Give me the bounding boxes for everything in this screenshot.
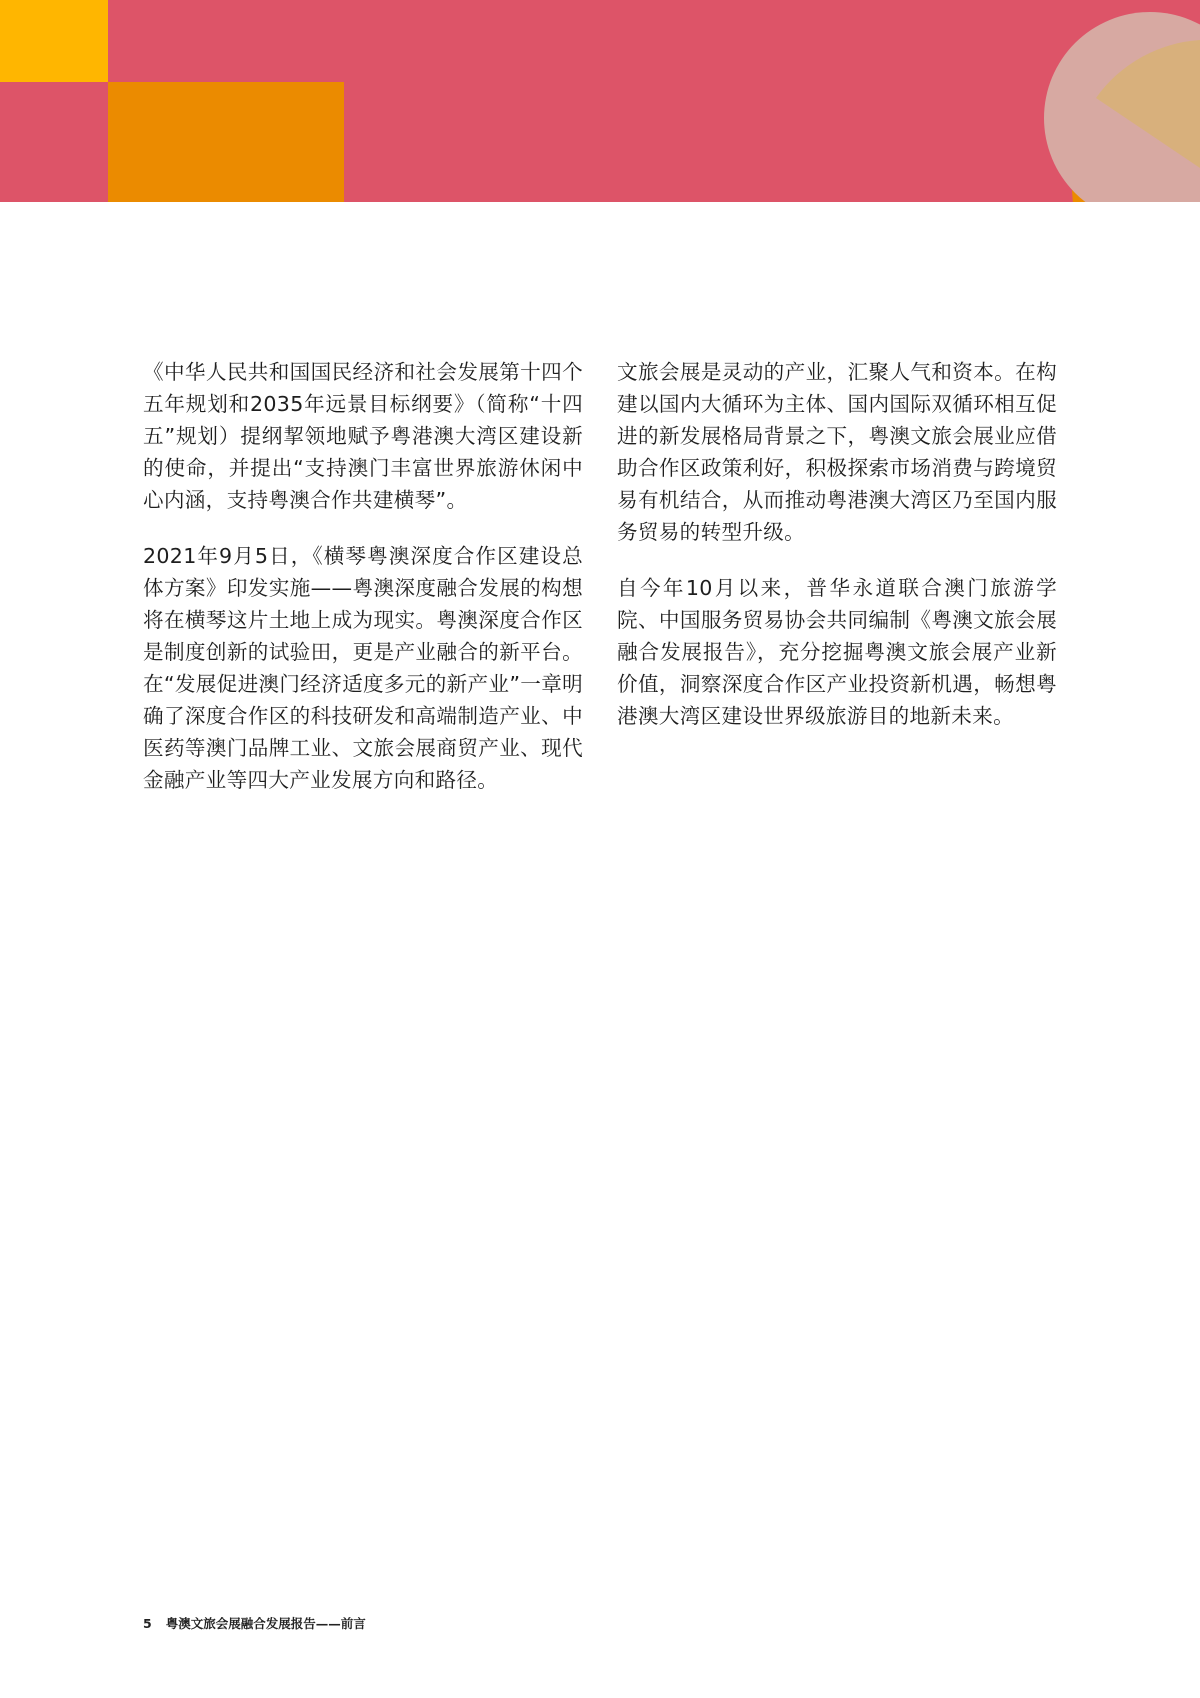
banner-yellow-block [0, 0, 108, 82]
header-banner [0, 0, 1200, 202]
paragraph: 文旅会展是灵动的产业，汇聚人气和资本。在构建以国内大循环为主体、国内国际双循环相互促进的新发展格局背景之下，粤澳文旅会展业应借助合作区政策利好，积极探索市场消费与跨境贸易有机结合，从而推动粤港澳大湾区乃至国内服务贸易的转型升级。 [617, 360, 1057, 544]
banner-graphic [0, 0, 1200, 202]
footer-title: 粤澳文旅会展融合发展报告——前言 [165, 1616, 366, 1631]
page-number: 5 [143, 1615, 152, 1631]
paragraph: 《中华人民共和国国民经济和社会发展第十四个五年规划和2035年远景目标纲要》（简称“十四五”规划）提纲挈领地赋予粤港澳大湾区建设新的使命，并提出“支持澳门丰富世界旅游休闲中心内涵，支持粤澳合作共建横琴”。 [143, 360, 583, 512]
paragraph: 2021年9月5日，《横琴粤澳深度合作区建设总体方案》印发实施——粤澳深度融合发展的构想将在横琴这片土地上成为现实。粤澳深度合作区是制度创新的试验田，更是产业融合的新平台。在“发展促进澳门经济适度多元的新产业”一章明确了深度合作区的科技研发和高端制造产业、中医药等澳门品牌工业、文旅会展商贸产业、现代金融产业等四大产业发展方向和路径。 [143, 544, 583, 792]
page-footer [143, 1614, 366, 1632]
right-column [617, 356, 1057, 756]
left-column [143, 356, 583, 820]
paragraph: 自今年10月以来，普华永道联合澳门旅游学院、中国服务贸易协会共同编制《粤澳文旅会展融合发展报告》，充分挖掘粤澳文旅会展产业新价值，洞察深度合作区产业投资新机遇，畅想粤港澳大湾区建设世界级旅游目的地新未来。 [617, 576, 1057, 728]
banner-orange-block [108, 82, 344, 202]
